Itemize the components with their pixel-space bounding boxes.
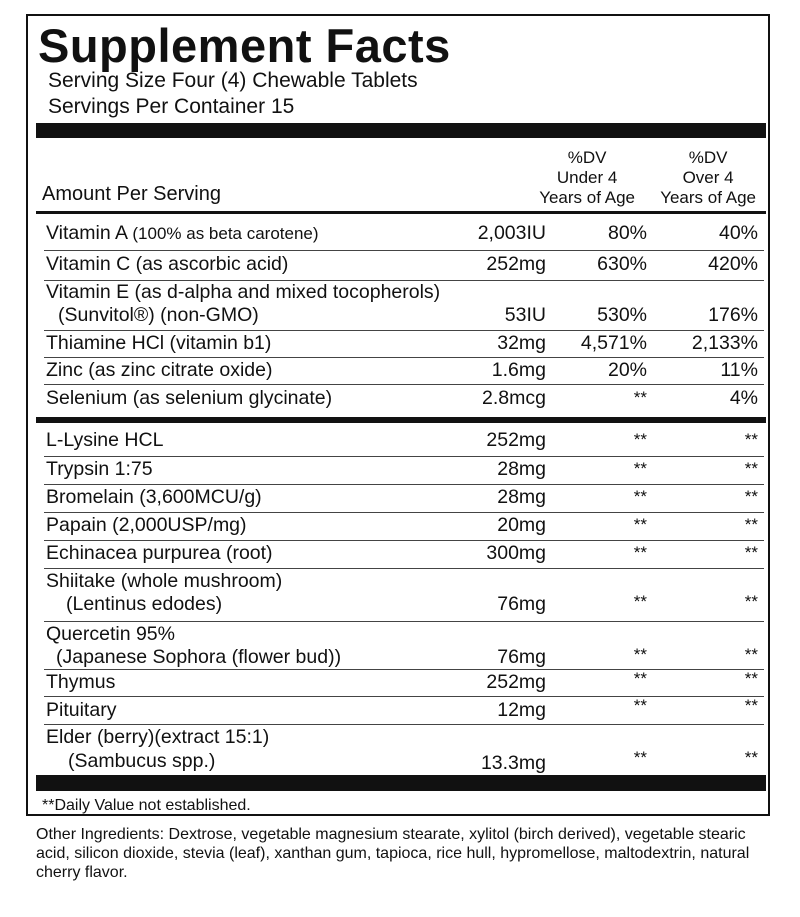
ingredient-name: Pituitary [46,699,117,721]
nutrient-name: Vitamin C (as ascorbic acid) [46,253,289,275]
servings-per-container: Servings Per Container 15 [48,95,295,118]
nutrient-amount: 32mg [497,332,546,354]
dv-over-4: ** [744,669,758,688]
dv-under-4: ** [633,543,647,562]
ingredient-amount: 252mg [486,671,546,693]
dv-over-4: ** [744,592,758,611]
dv-over-line-1: %DV [688,148,728,167]
thick-divider-middle [36,417,766,423]
dv-under-4: 20% [607,359,647,381]
dv-under-line-1: %DV [567,148,607,167]
dv-under-4: ** [633,487,647,506]
dv-over-4: ** [744,430,758,449]
ingredient-name: Echinacea purpurea (root) [46,542,273,564]
nutrient-name: Selenium (as selenium glycinate) [46,387,333,409]
dv-under-4: ** [633,515,647,534]
medium-divider [36,211,766,214]
ingredient-amount: 252mg [486,429,546,451]
dv-under-4: ** [633,748,647,767]
dv-over-4: ** [744,515,758,534]
dv-over-4: ** [744,748,758,767]
dv-over-4: 4% [729,387,758,409]
dv-over-line-3: Years of Age [660,188,756,207]
amount-per-serving-label: Amount Per Serving [42,183,221,205]
row-divider [44,384,764,385]
dv-under-4: 630% [597,253,647,275]
dv-over-4: ** [744,696,758,715]
ingredient-name: Bromelain (3,600MCU/g) [46,486,262,508]
ingredient-name-line-2: (Sambucus spp.) [68,750,216,772]
dv-under-4: 4,571% [580,332,647,354]
ingredient-name: Shiitake (whole mushroom) [46,570,283,592]
dv-under-4: ** [633,696,647,715]
dv-over-4-header [660,148,756,208]
dv-over-4: 11% [720,359,758,381]
other-ingredients: Other Ingredients: Dextrose, vegetable magnesium stearate, xylitol (birch derived), vegetable stearic acid, silicon dioxide, stevia (leaf), xanthan gum, tapioca, rice hull, hypromellose, maltodextrin, natural cherry flavor. [36,826,750,881]
nutrient-amount: 1.6mg [491,359,546,381]
row-divider [44,696,764,697]
dv-under-4: ** [633,388,647,407]
thick-divider-top [36,123,766,138]
ingredient-amount: 28mg [497,486,546,508]
nutrient-name: Zinc (as zinc citrate oxide) [46,359,273,381]
nutrient-name-line-2: (Sunvitol®) (non-GMO) [58,304,259,326]
ingredient-name: Quercetin 95% [46,623,175,645]
dv-over-4: 420% [708,253,758,275]
ingredient-amount: 20mg [497,514,546,536]
dv-under-line-3: Years of Age [539,188,635,207]
dv-over-line-2: Over 4 [682,168,734,187]
ingredient-name: L-Lysine HCL [46,429,164,451]
ingredient-amount: 300mg [486,542,546,564]
ingredient-name: Trypsin 1:75 [46,458,153,480]
dv-over-4: 2,133% [691,332,758,354]
supplement-facts-panel [26,14,770,816]
name-text: Vitamin A [46,222,127,244]
nutrient-name [46,221,319,246]
dv-under-4-header [539,148,635,208]
ingredient-amount: 28mg [497,458,546,480]
dv-over-4: ** [744,645,758,664]
nutrient-name: Thiamine HCl (vitamin b1) [46,332,272,354]
dv-over-4: ** [744,543,758,562]
dv-under-4: ** [633,459,647,478]
panel-title: Supplement Facts [38,19,451,72]
dv-over-4: ** [744,459,758,478]
dv-under-4: ** [633,669,647,688]
nutrient-amount: 53IU [504,304,546,326]
nutrient-amount: 252mg [486,253,546,275]
ingredient-amount: 76mg [497,646,546,668]
nutrient-amount: 2,003IU [477,222,546,244]
ingredient-row-elder [28,725,772,781]
row-divider [44,250,764,251]
dv-under-4: ** [633,645,647,664]
ingredient-row-shiitake [28,569,772,625]
dv-over-4: 40% [718,222,758,244]
thick-divider-bottom [36,775,766,791]
nutrient-row-vitamin-e [28,280,772,336]
ingredient-name: Papain (2,000USP/mg) [46,514,247,536]
ingredient-amount: 12mg [497,699,546,721]
nutrient-amount: 2.8mcg [482,387,546,409]
ingredient-name-line-2: (Japanese Sophora (flower bud)) [56,646,342,668]
daily-value-footnote: **Daily Value not established. [42,797,251,814]
ingredient-amount: 76mg [497,593,546,615]
dv-under-line-2: Under 4 [556,168,618,187]
dv-under-4: ** [633,430,647,449]
ingredient-name-line-2: (Lentinus edodes) [66,593,223,615]
nutrient-name: Vitamin E (as d-alpha and mixed tocopherols) [46,281,441,303]
ingredient-name: Thymus [46,671,116,693]
ingredient-amount: 13.3mg [480,752,546,774]
row-divider [44,669,764,670]
ingredient-name: Elder (berry)(extract 15:1) [46,726,270,748]
dv-under-4: 80% [607,222,647,244]
name-detail: (100% as beta carotene) [132,224,319,243]
dv-under-4: ** [633,592,647,611]
dv-over-4: 176% [708,304,758,326]
serving-size: Serving Size Four (4) Chewable Tablets [48,69,418,92]
dv-under-4: 530% [597,304,647,326]
dv-over-4: ** [744,487,758,506]
